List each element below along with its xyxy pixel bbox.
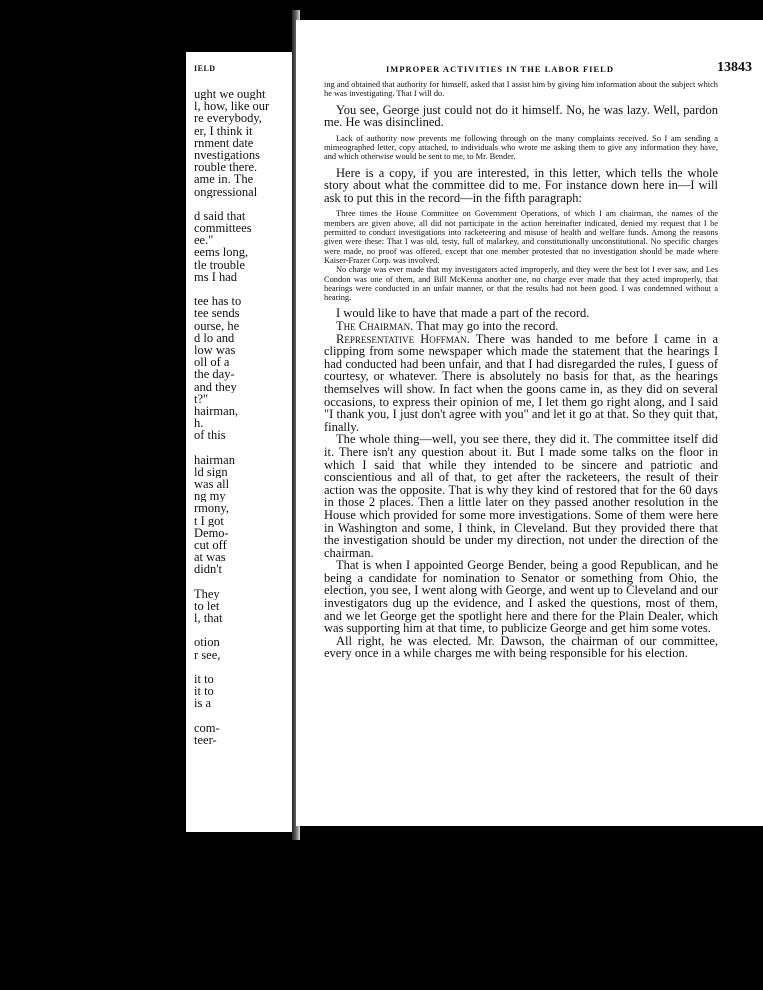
previous-page-line: was all (194, 478, 230, 491)
previous-page-line: hairman, (194, 404, 239, 418)
previous-page-line: rouble there. (194, 161, 258, 174)
previous-page-line: eems long, (194, 246, 249, 259)
paragraph: That is when I appointed George Bender, being a good Republican, and he being a candidate for nomination to Senator or something from Ohio, the election, you see, I went along with George, and went up to Cleveland and our investigators dug up the evidence, and I asked the questions, most of them, and we let George get the spotlight here and there for the Plain Dealer, which was supporting him at that time, to publicize George and get him some votes. (324, 558, 718, 636)
previous-page-dark-area (0, 0, 196, 990)
speech-text: There was handed to me before I came in a clipping from some newspaper which made the statement that the hearings I had conducted had been unfair, and that I had disregarded the rules, I guess of courtesy, or whatever. There is absolutely no basis for that, as the hearings themselves will show. In fact when the goons came in, as they did on several occasions, to express their opinion of me, I let them go right along, and I said "I thank you, I just don't agree with you" and let it go at that. So they quit that, finally. (324, 331, 718, 434)
quoted-letter-paragraph: No charge was ever made that my investigators acted improperly, and they were the best lot I ever saw, and Les Condon was one of them, and Bill McKenna another one, no charge ever made that they acted improperly, that hearings were conducted in an unfair manner, or that the results had not been good. I was condemned without a hearing. (324, 265, 718, 303)
document-page (296, 20, 763, 826)
previous-page-line (194, 283, 290, 295)
previous-page-line: ame in. The (194, 173, 254, 186)
previous-page-line: to let (194, 599, 220, 613)
previous-page-line (194, 576, 290, 588)
paragraph: All right, he was elected. Mr. Dawson, the chairman of our committee, every once in a while charges me with being responsible for his election. (324, 633, 718, 661)
previous-page-line: l, that (194, 612, 223, 625)
previous-page-line: rmony, (194, 502, 229, 515)
previous-page-line: d said that (194, 209, 246, 223)
previous-page-line: cut off (194, 538, 227, 552)
previous-page-line: er, I think it (194, 124, 253, 137)
previous-page-line: it to (194, 673, 214, 686)
paragraph: Here is a copy, if you are interested, in this letter, which tells the whole story about what the committee did to me. For instance down here in—I will ask to put this in the record—in the fifth paragraph: (324, 165, 718, 205)
previous-page-line (194, 198, 290, 210)
previous-page-line: nvestigations (194, 148, 260, 162)
paragraph (324, 333, 718, 434)
previous-page-line: ught we ought (194, 88, 266, 101)
paragraph: I would like to have that made a part of the record. (336, 306, 590, 321)
quoted-letter-paragraph: Lack of authority now prevents me following through on the many complaints received. So I am sending a mimeographed letter, copy attached, to individuals who wrote me asking them to give any information they have, and which otherwise would be sent to me, to Mr. Bender. (324, 133, 718, 162)
speech-text: That may go into the record. (413, 319, 559, 334)
running-header (386, 60, 756, 78)
previous-page-line: committees (194, 222, 252, 235)
previous-page-line: d lo and (194, 331, 235, 344)
paragraph-continued: ing and obtained that authority for himself, asked that I assist him by giving him information about the subject which he was investigating. That I will do. (324, 80, 718, 99)
previous-page-line: hairman (194, 453, 235, 466)
previous-page-line: t?" (194, 392, 209, 405)
page-number: 13843 (717, 60, 752, 75)
previous-page-line: didn't (194, 563, 222, 576)
previous-page-line: ongressional (194, 185, 258, 198)
previous-page-line (194, 624, 290, 636)
previous-page-line: They (194, 587, 220, 600)
previous-page-line: ms I had (194, 270, 238, 283)
previous-page-header: IELD (194, 64, 216, 73)
previous-page-line: it to (194, 685, 214, 698)
previous-page-line: l, how, like our (194, 100, 270, 113)
previous-page-line: h. (194, 417, 204, 430)
speaker-name: The Chairman. (336, 319, 414, 334)
previous-page-line: ee." (194, 234, 214, 247)
header-title: IMPROPER ACTIVITIES IN THE LABOR FIELD (386, 64, 614, 74)
previous-page-line: ng my (194, 490, 226, 503)
previous-page-line: oll of a (194, 356, 230, 369)
previous-page-line: re everybody, (194, 112, 262, 125)
page-content (324, 80, 718, 660)
paragraph: You see, George just could not do it himself. No, he was lazy. Well, pardon me. He was disinclined. (324, 102, 718, 130)
paragraph: The whole thing—well, you see there, they did it. The committee itself did it. There isn't any question about it. But I made some talks on the floor in which I said that while they intended to be sincere and patriotic and conscientious and all of that, to get after the racketeers, the result of their action was the opposite. That is why they kind of restored that for the 60 days in those 2 places. Then a little later on they passed another resolution in the House which provided for some more investigations. Some of them were here in Washington and some, I think, in Cleveland. But they provided there that the investigation should be under my direction, not under the direction of the chairman. (324, 432, 718, 560)
previous-page-line: tle trouble (194, 258, 246, 271)
previous-page-text (194, 88, 290, 746)
previous-page-line: tee has to (194, 295, 242, 308)
speaker-name: Representative Hoffman. (336, 331, 470, 346)
previous-page-line: tee sends (194, 307, 240, 320)
previous-page-line: Demo- (194, 526, 229, 539)
previous-page-line: at was (194, 551, 226, 564)
previous-page-line (194, 441, 290, 453)
previous-page-line: ourse, he (194, 319, 240, 332)
previous-page-line: is a (194, 697, 212, 710)
previous-page-line (194, 661, 290, 673)
previous-page-line (194, 710, 290, 722)
previous-page-line: t I got (194, 514, 224, 527)
previous-page-line: r see, (194, 648, 221, 661)
previous-page-line: low was (194, 343, 236, 357)
quoted-letter-paragraph: Three times the House Committee on Government Operations, of which I am chairman, the names of the members are given above, all did not participate in the action hereinafter indicated, denied my request that I be permitted to conduct investigations into racketeering and misuse of health and welfare funds. Among the reasons given were these: That I was old, testy, full of malarkey, and constitutionally unconstitutional. No specific charges were made, no proof was offered, except that one member protested that no investigation should be made where Kaiser-Frazer Corp. was involved. (324, 209, 718, 265)
previous-page-line: com- (194, 721, 220, 734)
previous-page-line: and they (194, 380, 237, 393)
previous-page-line: otion (194, 636, 220, 649)
previous-page-line: ld sign (194, 465, 228, 478)
previous-page-line: of this (194, 429, 226, 442)
previous-page-line: rnment date (194, 136, 254, 149)
previous-page-line: teer- (194, 733, 217, 747)
previous-page-line: the day- (194, 368, 235, 381)
